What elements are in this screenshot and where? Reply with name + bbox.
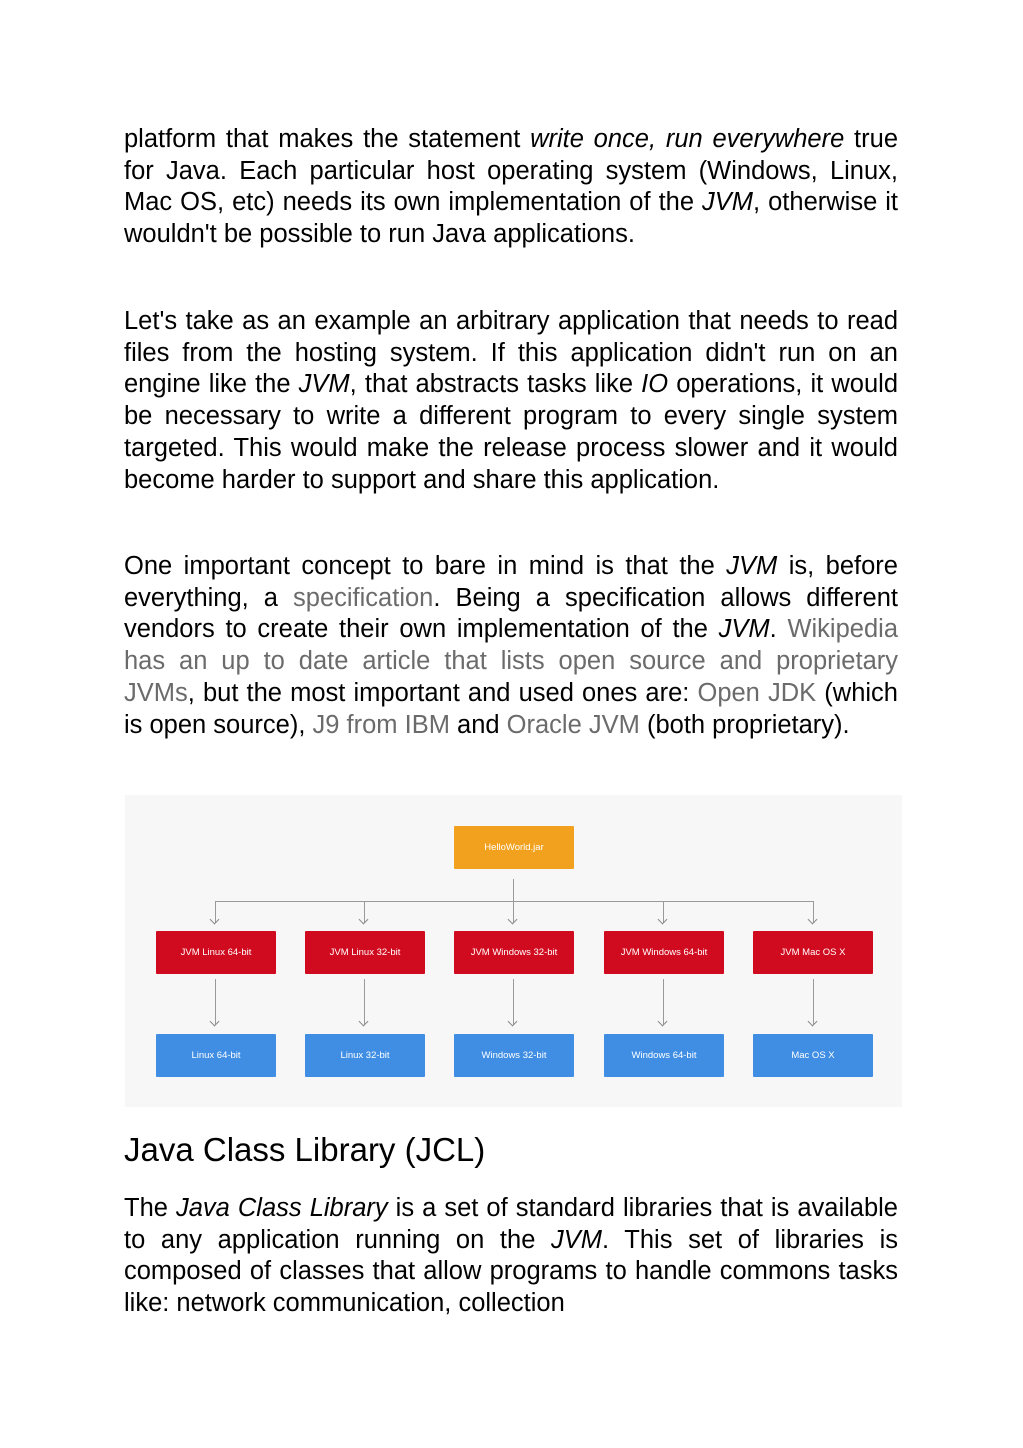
arrow-down-icon	[808, 915, 818, 925]
arrow-down-icon	[359, 915, 369, 925]
text: true for Java. Each particular host operating system (Windows, Linux, Mac OS, etc) needs its own implementation of the	[124, 125, 898, 217]
paragraph-jcl	[124, 1193, 898, 1320]
text: One important concept to bare in mind is that the	[124, 552, 727, 580]
text: , that abstracts tasks like	[349, 370, 642, 399]
arrow-down-icon	[808, 1017, 818, 1027]
arrow-down-icon	[508, 1017, 518, 1027]
link-specification[interactable]: specification	[293, 583, 434, 612]
jvm-box: JVM Mac OS X	[753, 931, 873, 974]
text: operations, it would be necessary to write a different program to every single system targeted. This would make the release process slower and it would become harder to support and share this application.	[124, 370, 898, 494]
platform-box: Linux 64-bit	[156, 1034, 276, 1077]
text: platform that makes the statement	[124, 125, 531, 153]
root-connector	[513, 879, 514, 901]
link-open-jdk[interactable]: Open JDK	[697, 678, 817, 707]
emphasis-java-class-library: Java Class Library	[175, 1194, 388, 1222]
emphasis-jvm: JVM	[726, 552, 778, 580]
emphasis-jvm: JVM	[551, 1225, 603, 1254]
platform-box: Mac OS X	[753, 1034, 873, 1077]
jvm-box: JVM Windows 64-bit	[604, 931, 724, 974]
jvm-box: JVM Windows 32-bit	[454, 931, 574, 974]
text: .	[769, 615, 788, 644]
root-jar-box: HelloWorld.jar	[454, 826, 574, 869]
emphasis-jvm: JVM	[298, 370, 350, 399]
arrow-down-icon	[658, 1017, 668, 1027]
horizontal-connector	[215, 901, 814, 902]
text: is a set of standard libraries that is available to any application running on the	[124, 1194, 898, 1254]
platform-box: Linux 32-bit	[305, 1034, 425, 1077]
paragraph-platform	[124, 124, 898, 251]
link-wikipedia[interactable]: Wikipedia has an up to date article that lists open source and proprietary JVMs	[124, 615, 898, 707]
jvm-box: JVM Linux 32-bit	[305, 931, 425, 974]
text: and	[449, 710, 507, 739]
jvm-box: JVM Linux 64-bit	[156, 931, 276, 974]
emphasis-io: IO	[641, 370, 669, 399]
arrow-down-icon	[210, 915, 220, 925]
platform-box: Windows 32-bit	[454, 1034, 574, 1077]
paragraph-example	[124, 306, 898, 496]
emphasis-jvm: JVM	[702, 188, 754, 217]
emphasis-jvm: JVM	[718, 615, 770, 644]
text: Let's take as an example an arbitrary application that needs to read files from the hosting system. If this application didn't run on an engine like the	[124, 307, 898, 399]
arrow-down-icon	[210, 1017, 220, 1027]
section-heading: Java Class Library (JCL)	[124, 1131, 486, 1168]
text: . This set of libraries is composed of classes that allow programs to handle commons tasks like: network communication, collection	[124, 1225, 898, 1318]
text: , but the most important and used ones are:	[187, 678, 698, 707]
paragraph-specification	[124, 551, 898, 741]
jvm-platform-diagram	[125, 795, 902, 1107]
text: is, before everything, a	[124, 552, 898, 612]
arrow-down-icon	[658, 915, 668, 925]
text: The	[124, 1194, 176, 1222]
platform-box: Windows 64-bit	[604, 1034, 724, 1077]
link-j9[interactable]: J9 from IBM	[312, 710, 450, 739]
text: (both proprietary).	[639, 710, 850, 739]
text: , otherwise it wouldn't be possible to run Java applications.	[124, 188, 899, 249]
arrow-down-icon	[359, 1017, 369, 1027]
text: . Being a specification allows different vendors to create their own implementation of the	[124, 583, 898, 644]
arrow-down-icon	[508, 915, 518, 925]
text: (which is open source),	[124, 678, 898, 739]
emphasis-write-once: write once, run everywhere	[530, 125, 845, 153]
link-oracle-jvm[interactable]: Oracle JVM	[506, 710, 640, 739]
